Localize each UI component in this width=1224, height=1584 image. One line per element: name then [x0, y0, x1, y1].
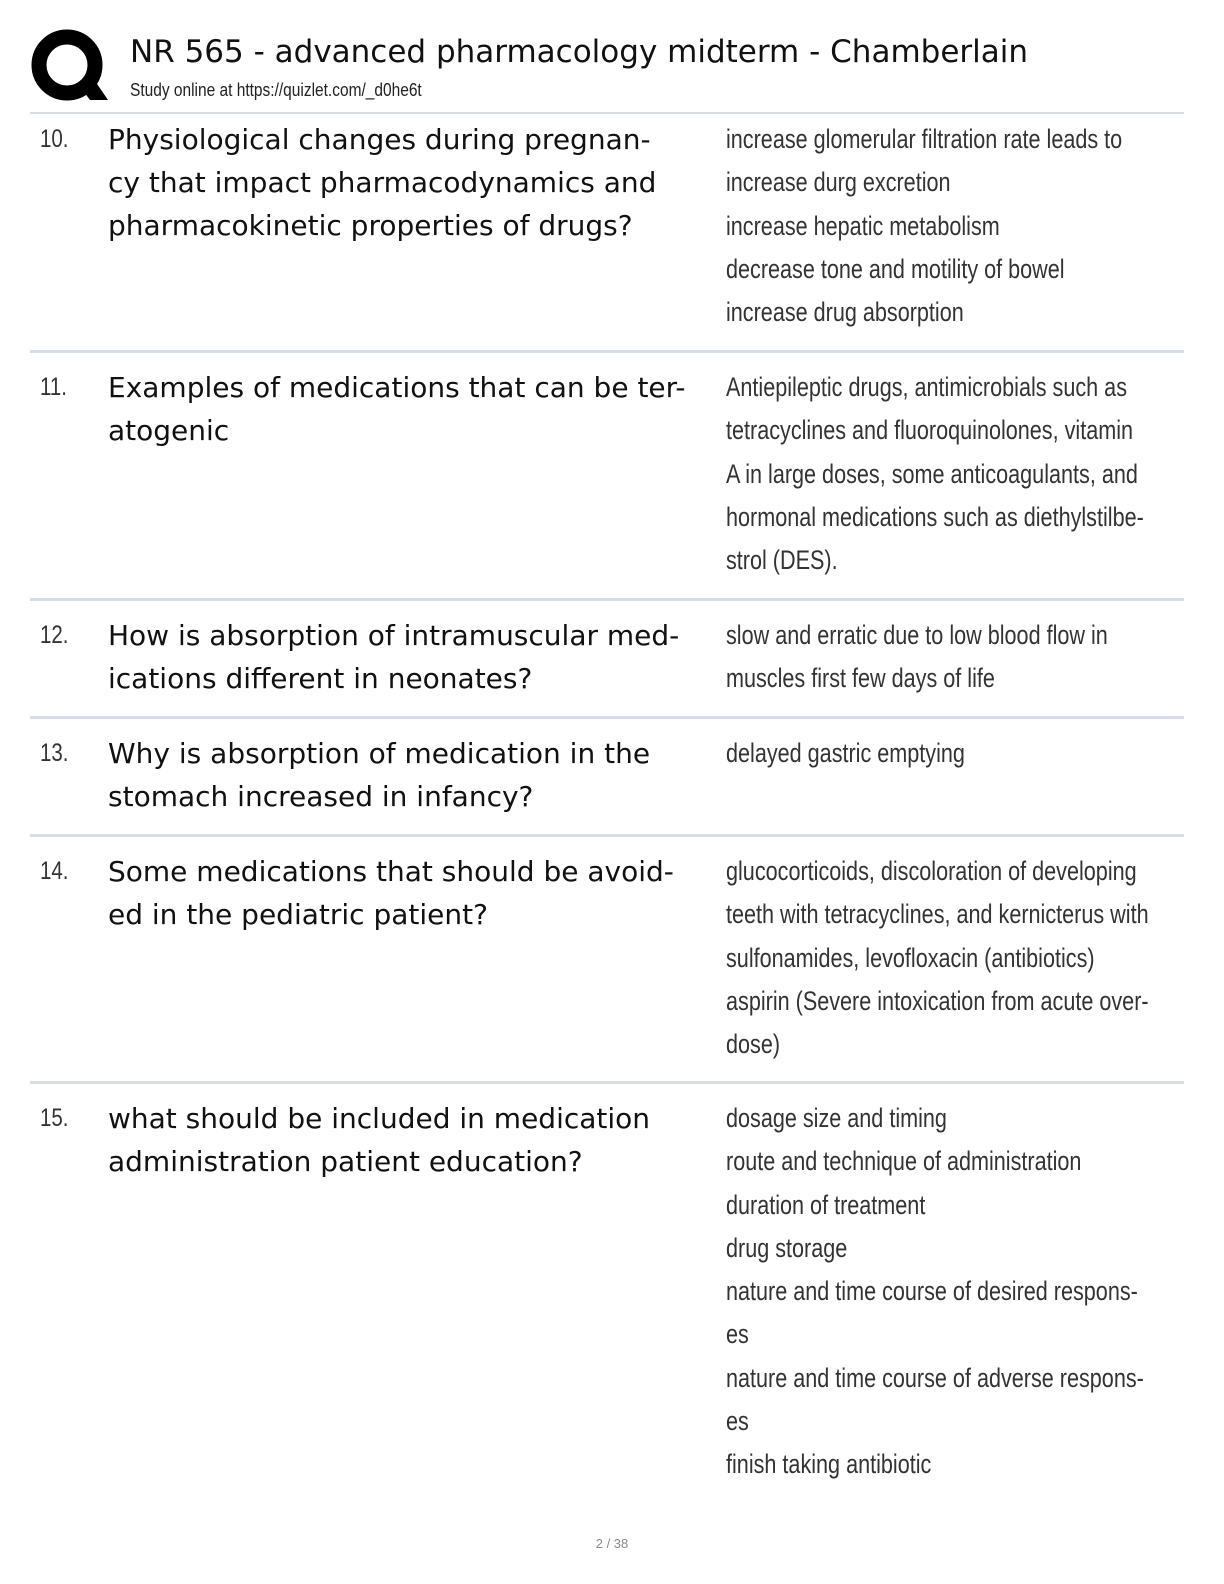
- definition-line: nature and time course of desired respons-: [726, 1276, 1138, 1307]
- quizlet-q-icon: [30, 28, 108, 106]
- definition-line: strol (DES).: [726, 545, 838, 576]
- term-line: pharmacokinetic properties of drugs?: [108, 209, 633, 242]
- card-divider: [30, 598, 1184, 601]
- term-line: How is absorption of intramuscular med-: [108, 619, 680, 652]
- definition-line: route and technique of administration: [726, 1146, 1082, 1177]
- term-line: ed in the pediatric patient?: [108, 898, 488, 931]
- term-line: atogenic: [108, 414, 230, 447]
- study-online-link[interactable]: Study online at https://quizlet.com/_d0he6t: [130, 80, 422, 100]
- card-number: 15.: [40, 1104, 69, 1132]
- term-line: what should be included in medication: [108, 1102, 651, 1135]
- card-definition: [726, 732, 1142, 775]
- card-term: [108, 1097, 718, 1183]
- definition-line: increase glomerular filtration rate leads to: [726, 124, 1123, 154]
- definition-line: A in large doses, some anticoagulants, and: [726, 458, 1138, 489]
- card-definition: [726, 366, 1142, 582]
- card-term: [108, 118, 718, 247]
- document-title: NR 565 - advanced pharmacology midterm - Chamberlain: [130, 34, 1029, 70]
- card-number: 13.: [40, 739, 69, 767]
- definition-line: muscles first few days of life: [726, 663, 995, 694]
- page-header: [30, 28, 1184, 114]
- card-definition: [726, 1097, 1142, 1487]
- definition-line: aspirin (Severe intoxication from acute over-: [726, 985, 1149, 1016]
- card-definition: [726, 118, 1142, 334]
- definition-line: finish taking antibiotic: [726, 1449, 932, 1480]
- card-definition: [726, 614, 1142, 701]
- term-line: Why is absorption of medication in the: [108, 737, 651, 770]
- definition-line: es: [726, 1319, 749, 1350]
- definition-line: dose): [726, 1029, 781, 1060]
- definition-line: teeth with tetracyclines, and kernicterus with: [726, 899, 1149, 930]
- card-divider: [30, 350, 1184, 353]
- definition-line: tetracyclines and fluoroquinolones, vitamin: [726, 415, 1134, 446]
- definition-line: Antiepileptic drugs, antimicrobials such as: [726, 372, 1127, 402]
- definition-line: sulfonamides, levofloxacin (antibiotics): [726, 942, 1095, 973]
- card-divider: [30, 1081, 1184, 1084]
- card-number: 11.: [40, 373, 67, 401]
- card-term: [108, 850, 718, 936]
- term-line: cy that impact pharmacodynamics and: [108, 166, 657, 199]
- definition-line: duration of treatment: [726, 1189, 926, 1220]
- definition-line: slow and erratic due to low blood flow in: [726, 620, 1108, 650]
- card-term: [108, 732, 718, 818]
- definition-line: nature and time course of adverse respons-: [726, 1362, 1144, 1393]
- card-number: 10.: [40, 125, 69, 153]
- definition-line: es: [726, 1406, 749, 1437]
- card-term: [108, 366, 718, 452]
- definition-line: decrease tone and motility of bowel: [726, 253, 1065, 284]
- term-line: stomach increased in infancy?: [108, 780, 534, 813]
- definition-line: increase drug absorption: [726, 297, 964, 328]
- card-definition: [726, 850, 1149, 1066]
- card-number: 14.: [40, 857, 69, 885]
- card-divider: [30, 834, 1184, 837]
- definition-line: delayed gastric emptying: [726, 738, 965, 768]
- header-divider: [30, 112, 1184, 114]
- page-number: 2 / 38: [595, 1536, 629, 1551]
- term-line: Examples of medications that can be ter-: [108, 371, 686, 404]
- definition-line: dosage size and timing: [726, 1103, 947, 1133]
- term-line: ications different in neonates?: [108, 662, 533, 695]
- card-divider: [30, 716, 1184, 719]
- term-line: administration patient education?: [108, 1145, 583, 1178]
- definition-line: hormonal medications such as diethylstilbe-: [726, 501, 1144, 532]
- card-number: 12.: [40, 621, 69, 649]
- definition-line: increase hepatic metabolism: [726, 210, 1000, 241]
- term-line: Some medications that should be avoid-: [108, 855, 674, 888]
- card-term: [108, 614, 718, 700]
- definition-line: glucocorticoids, discoloration of developing: [726, 856, 1137, 886]
- definition-line: drug storage: [726, 1232, 848, 1263]
- definition-line: increase durg excretion: [726, 167, 951, 198]
- term-line: Physiological changes during pregnan-: [108, 123, 651, 156]
